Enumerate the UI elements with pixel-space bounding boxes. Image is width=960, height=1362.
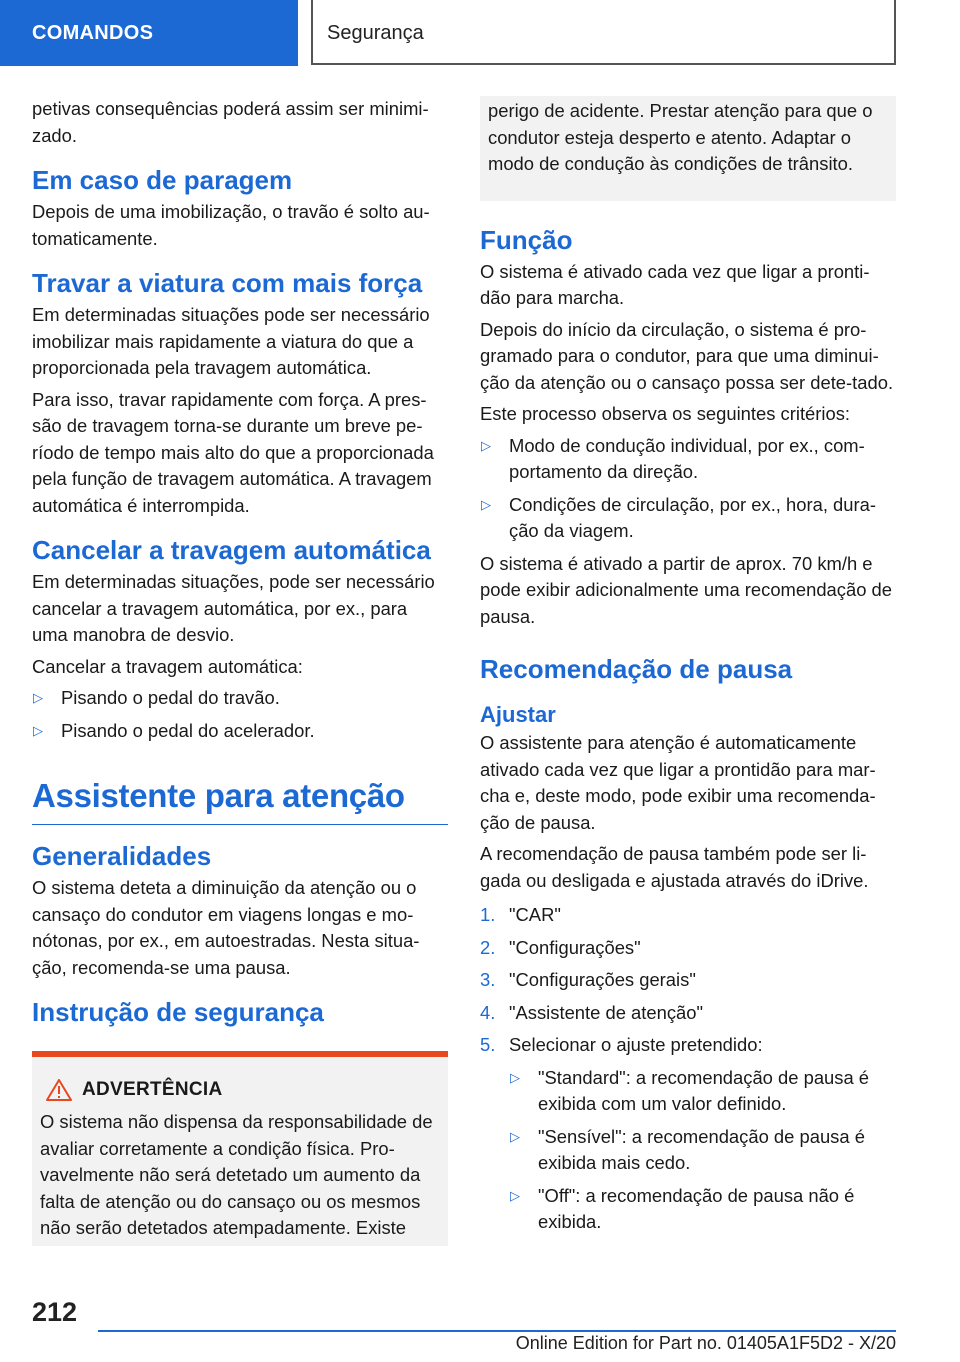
list-item: ▷ "Standard": a recomendação de pausa é exibida com um valor definido. [510, 1066, 870, 1114]
paragraph: Para isso, travar rapidamente com força. A pres-são de travagem torna-se durante um breve pe-ríodo de tempo mais alto do que a proporcionada pela função de travagem automática. A travagem automática é interrompida. [32, 388, 434, 516]
footer-divider [98, 1330, 896, 1332]
paragraph: A recomendação de pausa também pode ser li-gada ou desligada e ajustada através do iDrive. [480, 843, 869, 891]
page-number: 212 [32, 1297, 78, 1327]
heading-cancelar: Cancelar a travagem automática [32, 535, 431, 565]
triangle-bullet-icon: ▷ [481, 496, 491, 512]
heading-paragem: Em caso de paragem [32, 165, 293, 195]
triangle-bullet-icon: ▷ [33, 722, 43, 738]
heading-funcao: Função [480, 224, 573, 255]
right-column [480, 96, 896, 1242]
step-item: 3. "Configurações gerais" [480, 969, 696, 990]
page-header [0, 0, 960, 66]
paragraph: O sistema é ativado a partir de aprox. 70 km/h e pode exibir adicionalmente uma recomendação de pausa. [480, 552, 893, 627]
paragraph: Cancelar a travagem automática: [32, 655, 303, 677]
paragraph: O assistente para atenção é automaticamente ativado cada vez que ligar a prontidão para mar-cha e, deste modo, pode exibir uma recomenda-ção de pausa. [480, 732, 876, 833]
list-item: ▷ Condições de circulação, por ex., hora, dura-ção da viagem. [481, 493, 876, 541]
paragraph: petivas consequências poderá assim ser minimi-zado. [32, 98, 429, 146]
footer-edition: Online Edition for Part no. 01405A1F5D2 - X/20 [515, 1333, 896, 1353]
warning-text: O sistema não dispensa da responsabilidade de avaliar corretamente a condição física. Pro-vavelmente não será detetado um aumento da falta de atenção ou do cansaço ou os mesmos não serão detetados atempadamente. Existe [40, 1111, 433, 1238]
header-title: Segurança [327, 22, 424, 44]
paragraph: O sistema deteta a diminuição da atenção ou o cansaço do condutor em viagens longas e mo-nótonas, por ex., em autoestradas. Nesta situa-ção, recomenda-se uma pausa. [32, 877, 420, 978]
list-item: ▷ "Off": a recomendação de pausa não é exibida. [510, 1184, 855, 1232]
warning-box-continued [480, 96, 896, 201]
triangle-bullet-icon: ▷ [510, 1128, 520, 1144]
warning-box [32, 1051, 448, 1246]
paragraph: Este processo observa os seguintes critérios: [480, 403, 851, 424]
step-item: 1. "CAR" [480, 904, 561, 925]
paragraph: Depois do início da circulação, o sistema é pro-gramado para o condutor, para que uma diminui-ção da atenção ou o cansaço possa ser dete-tado. [480, 318, 894, 393]
list-item: ▷ "Sensível": a recomendação de pausa é exibida mais cedo. [510, 1125, 865, 1173]
paragraph: Depois de uma imobilização, o travão é solto au-tomaticamente. [32, 201, 430, 249]
heading-instrucao: Instrução de segurança [32, 997, 324, 1027]
triangle-bullet-icon: ▷ [510, 1069, 520, 1085]
header-title-box [311, 0, 896, 65]
heading-forca: Travar a viatura com mais força [32, 268, 423, 298]
criteria-list [480, 433, 896, 545]
left-column [32, 96, 448, 1246]
cancel-list [32, 685, 448, 744]
heading-generalidades: Generalidades [32, 841, 212, 871]
options-list [509, 1065, 896, 1236]
triangle-bullet-icon: ▷ [33, 690, 43, 705]
warning-title: ADVERTÊNCIA [40, 1077, 440, 1103]
step-item: 2. "Configurações" [480, 936, 641, 958]
step-item: 4. "Assistente de atenção" [480, 1001, 704, 1023]
step-item: 5. Selecionar o ajuste pretendido: ▷ "Standard": a recomendação de pausa é exibida com um valor definido. ▷ "Sensível": a recomendação de pausa é exibida mais cedo. ▷ "Off": a recomendação de pausa não é exibida. [480, 1032, 896, 1236]
list-item: ▷ Modo de condução individual, por ex., com-portamento da direção. [481, 434, 865, 482]
triangle-bullet-icon: ▷ [510, 1187, 520, 1203]
warning-text: perigo de acidente. Prestar atenção para que o condutor esteja desperto e atento. Adaptar o modo de condução às condições de trânsito. [488, 100, 873, 174]
list-item: ▷ Pisando o pedal do acelerador. [32, 718, 448, 745]
paragraph: O sistema é ativado cada vez que ligar a pronti-dão para marcha. [480, 260, 870, 308]
heading-recomendacao: Recomendação de pausa [480, 654, 793, 684]
warning-triangle-icon [46, 1079, 72, 1109]
paragraph: Em determinadas situações pode ser necessário imobilizar mais rapidamente a viatura do que a proporcionada pela travagem automática. [32, 304, 430, 378]
paragraph: Em determinadas situações, pode ser necessário cancelar a travagem automática, por ex., para uma manobra de desvio. [32, 571, 435, 645]
section-tab: COMANDOS [0, 0, 298, 66]
steps-list [480, 902, 896, 1236]
chapter-title: Assistente para atenção [32, 774, 448, 825]
triangle-bullet-icon: ▷ [481, 437, 491, 453]
heading-ajustar: Ajustar [480, 702, 556, 727]
list-item: ▷ Pisando o pedal do travão. [32, 685, 448, 712]
